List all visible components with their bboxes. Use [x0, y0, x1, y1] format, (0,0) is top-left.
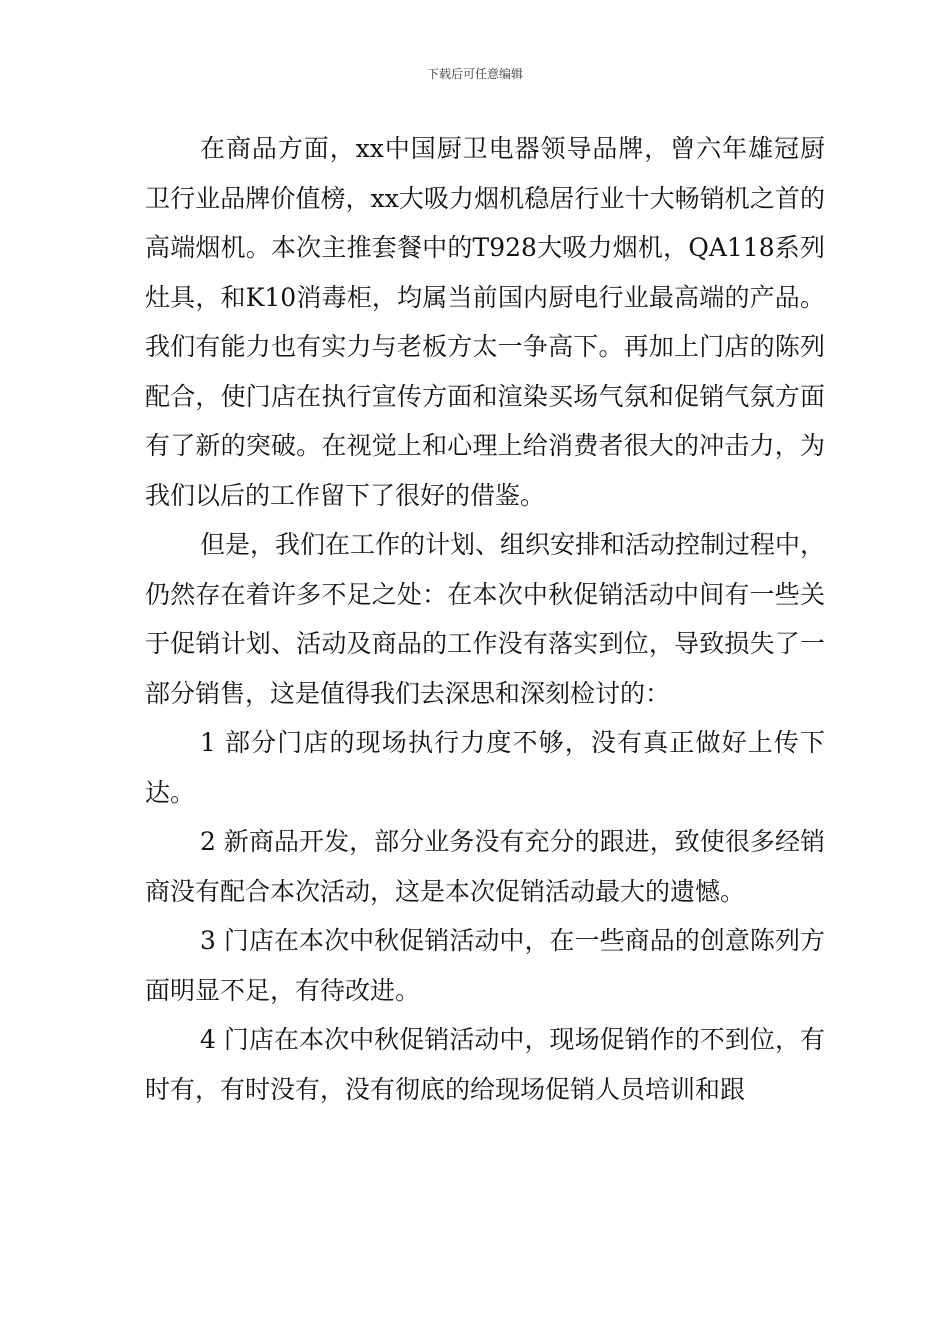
paragraph-product-overview: 在商品方面，xx中国厨卫电器领导品牌，曾六年雄冠厨卫行业品牌价值榜，xx大吸力烟机稳居行业十大畅销机之首的高端烟机。本次主推套餐中的T928大吸力烟机，QA118系列灶具，和K10消毒柜，均属当前国内厨电行业最高端的产品。我们有能力也有实力与老板方太一争高下。再加上门店的陈列配合，使门店在执行宣传方面和渲染买场气氛和促销气氛方面有了新的突破。在视觉上和心理上给消费者很大的冲击力，为我们以后的工作留下了很好的借鉴。: [145, 134, 825, 510]
document-body: [145, 124, 825, 1114]
list-item-3: 3 门店在本次中秋促销活动中，在一些商品的创意陈列方面明显不足，有待改进。: [145, 926, 825, 1005]
list-item-2: 2 新商品开发，部分业务没有充分的跟进，致使很多经销商没有配合本次活动，这是本次促销活动最大的遗憾。: [145, 827, 825, 906]
paragraph-shortcomings: 但是，我们在工作的计划、组织安排和活动控制过程中，仍然存在着许多不足之处：在本次中秋促销活动中间有一些关于促销计划、活动及商品的工作没有落实到位，导致损失了一部分销售，这是值得我们去深思和深刻检讨的：: [145, 530, 826, 708]
page-header: 下载后可任意编辑: [426, 67, 523, 81]
list-item-1: 1 部分门店的现场执行力度不够，没有真正做好上传下达。: [145, 728, 825, 807]
list-item-4: 4 门店在本次中秋促销活动中，现场促销作的不到位，有时有，有时没有，没有彻底的给现场促销人员培训和跟: [145, 1025, 825, 1104]
